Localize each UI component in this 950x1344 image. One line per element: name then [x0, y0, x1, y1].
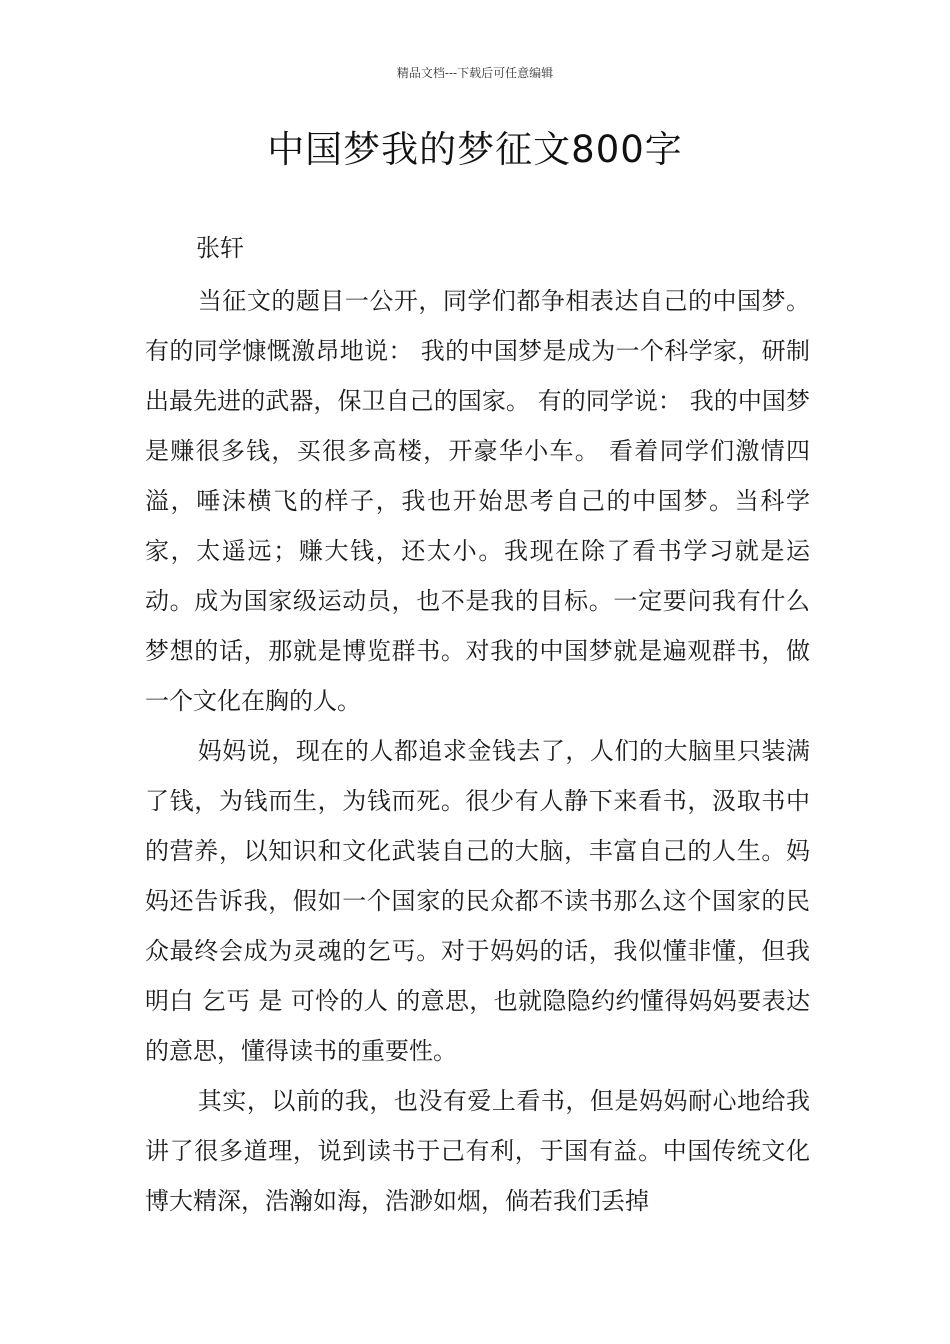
paragraph-2: 妈妈说，现在的人都追求金钱去了，人们的大脑里只装满了钱，为钱而生，为钱而死。很少有人静下来看书，汲取书中的营养，以知识和文化武装自己的大脑，丰富自己的人生。妈妈还告诉我，假如一个国家的民众都不读书那么这个国家的民众最终会成为灵魂的乞丐。对于妈妈的话，我似懂非懂，但我明白 乞丐 是 可怜的人 的意思，也就隐隐约约懂得妈妈要表达的意思，懂得读书的重要性。 [145, 737, 810, 1065]
document-title: 中国梦我的梦征文800字 [267, 128, 683, 171]
author-name: 张轩 [196, 234, 244, 262]
header-note: 精品文档---下载后可任意编辑 [396, 66, 554, 80]
paragraph-3: 其实，以前的我，也没有爱上看书，但是妈妈耐心地给我讲了很多道理，说到读书于己有利，于国有益。中国传统文化博大精深，浩瀚如海，浩渺如烟，倘若我们丢掉 [145, 1087, 810, 1215]
body-text [145, 276, 810, 1226]
paragraph-1: 当征文的题目一公开，同学们都争相表达自己的中国梦。有的同学慷慨激昂地说： 我的中国梦是成为一个科学家，研制出最先进的武器，保卫自己的国家。 有的同学说： 我的中国梦是赚很多钱，买很多高楼，开豪华小车。 看着同学们激情四溢，唾沫横飞的样子，我也开始思考自己的中国梦。当科学家，太遥远；赚大钱，还太小。我现在除了看书学习就是运动。成为国家级运动员，也不是我的目标。一定要问我有什么梦想的话，那就是博览群书。对我的中国梦就是遍观群书，做一个文化在胸的人。 [145, 287, 810, 715]
